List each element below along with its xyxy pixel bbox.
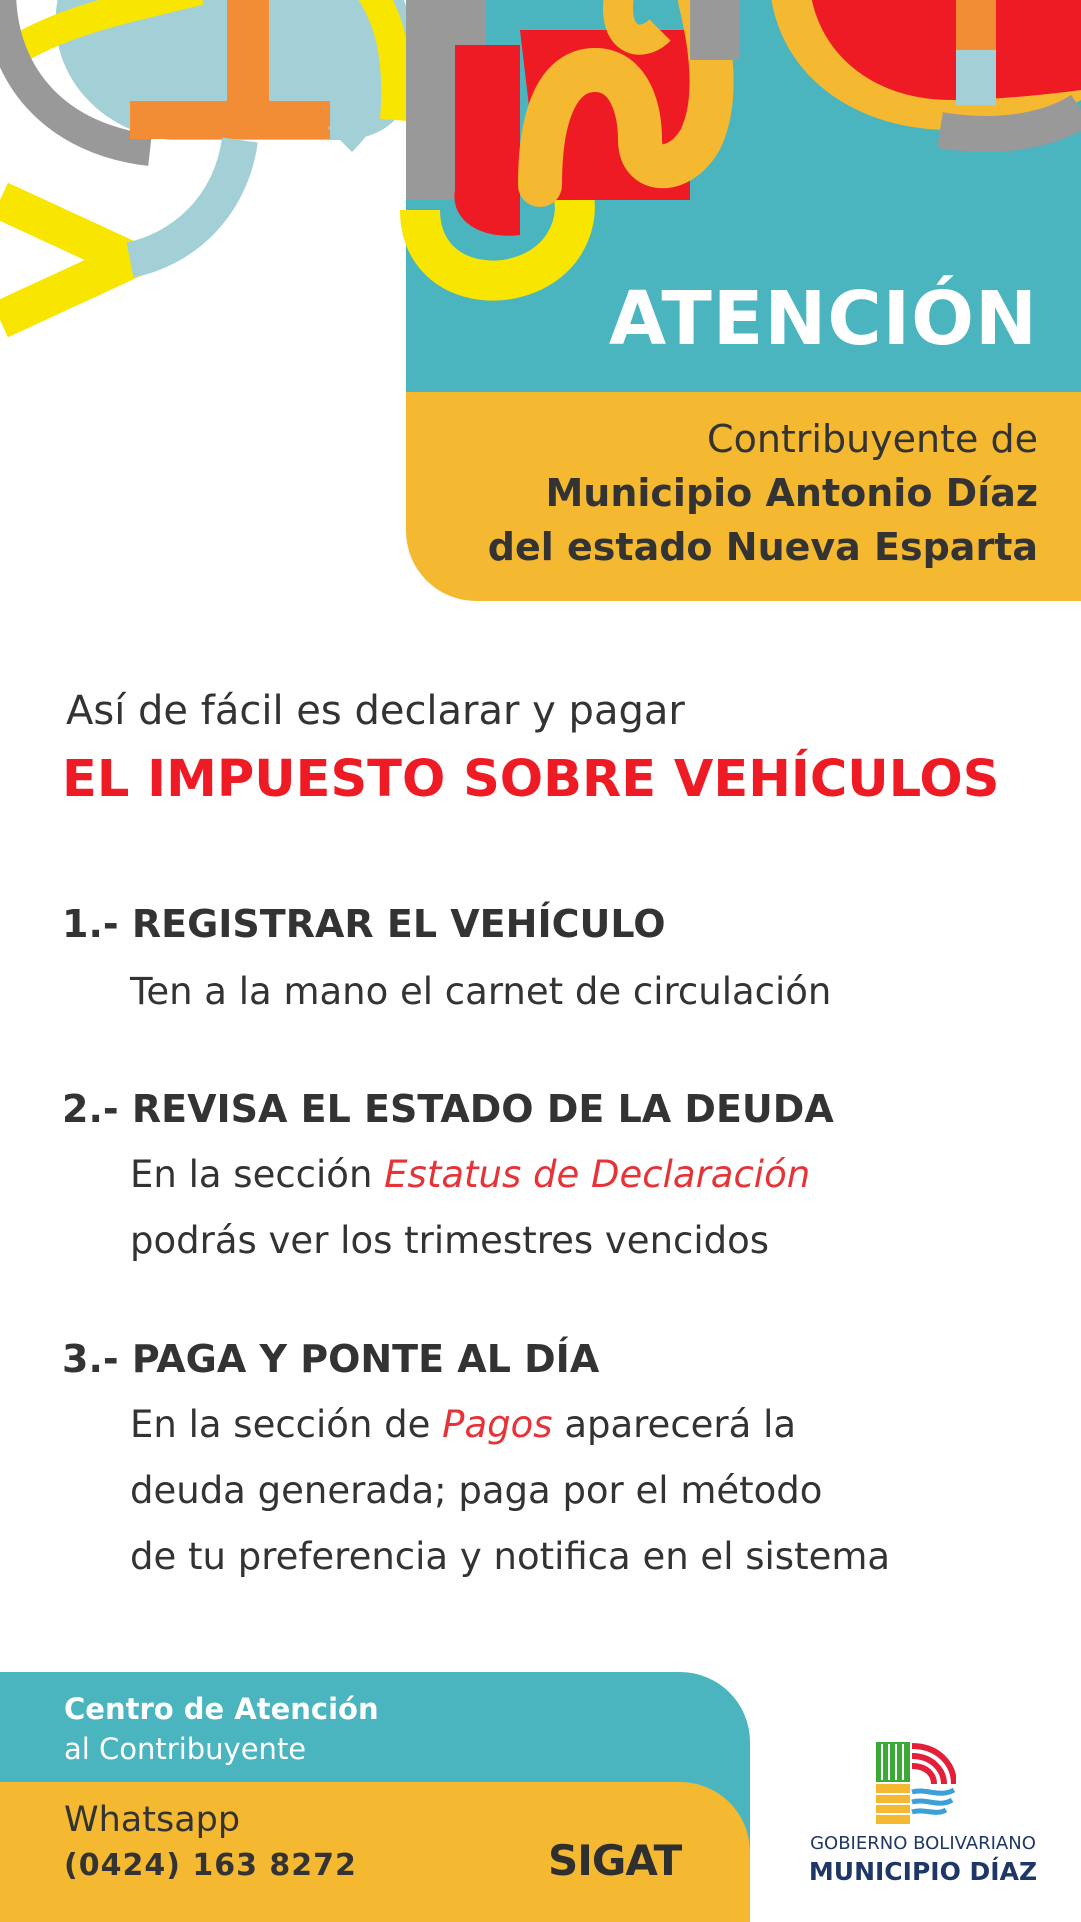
taxpayer-banner (406, 392, 1081, 601)
service-center-subtitle: al Contribuyente (64, 1732, 307, 1766)
step-3-title: 3.- PAGA Y PONTE AL DÍA (62, 1337, 600, 1381)
municipality-name: Municipio Antonio Díaz (545, 471, 1038, 515)
step-1-text: Ten a la mano el carnet de circulación (130, 970, 832, 1013)
sigat-logo: SIGAT (548, 1836, 682, 1885)
step-1-title: 1.- REGISTRAR EL VEHÍCULO (62, 902, 666, 946)
step-2-line-1 (130, 1153, 810, 1196)
tax-headline: EL IMPUESTO SOBRE VEHÍCULOS (62, 750, 1000, 809)
step-3-line-1-pre: En la sección de (130, 1403, 443, 1446)
status-section-link: Estatus de Declaración (384, 1153, 811, 1196)
government-label: GOBIERNO BOLIVARIANO (810, 1833, 1036, 1854)
intro-text: Así de fácil es declarar y pagar (66, 688, 685, 734)
state-name: del estado Nueva Esparta (487, 525, 1038, 569)
service-center-title: Centro de Atención (64, 1692, 379, 1726)
municipality-logo-name: MUNICIPIO DÍAZ (808, 1857, 1038, 1886)
whatsapp-phone: (0424) 163 8272 (64, 1848, 357, 1883)
step-3-line-2: deuda generada; paga por el método (130, 1469, 823, 1512)
taxpayer-label: Contribuyente de (707, 417, 1038, 461)
step-3-line-3: de tu preferencia y notifica en el sistema (130, 1535, 891, 1578)
whatsapp-label: Whatsapp (64, 1800, 241, 1840)
step-2-line-2: podrás ver los trimestres vencidos (130, 1219, 770, 1262)
step-2-line-1-pre: En la sección (130, 1153, 385, 1196)
payments-section-link: Pagos (442, 1403, 553, 1446)
step-2-title: 2.- REVISA EL ESTADO DE LA DEUDA (62, 1087, 834, 1131)
municipality-logo-icon (876, 1742, 956, 1826)
attention-title: ATENCIÓN (608, 276, 1038, 362)
step-3-line-1 (130, 1403, 796, 1446)
step-3-line-1-post: aparecerá la (552, 1403, 797, 1446)
